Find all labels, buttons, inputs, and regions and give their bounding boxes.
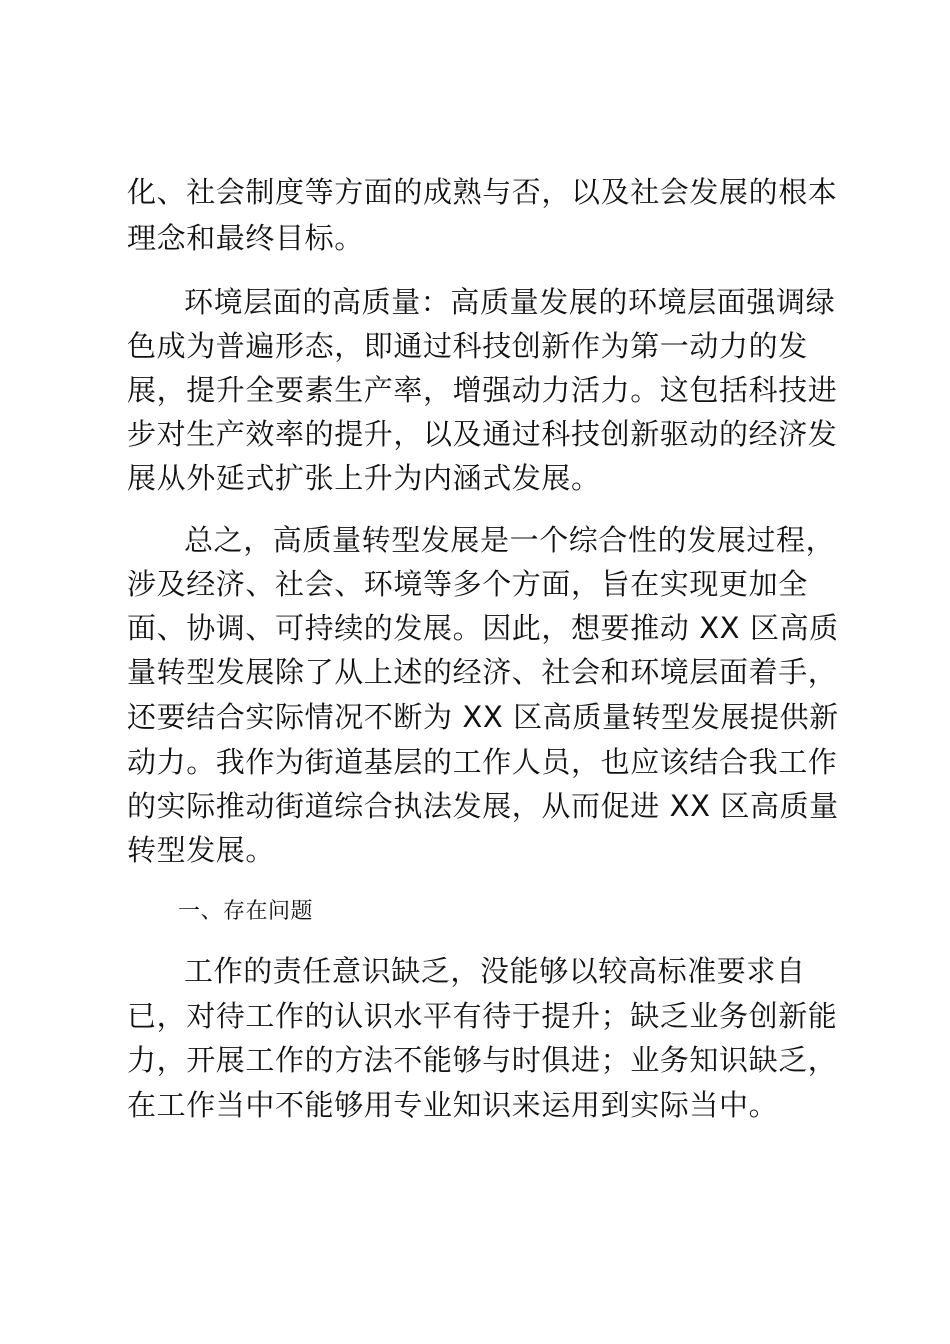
paragraph-3-line-1: 总之，高质量转型发展是一个综合性的发展过程，	[184, 523, 836, 557]
paragraph-4-line-3: 力，开展工作的方法不能够与时俱进；业务知识缺乏，	[127, 1043, 838, 1077]
paragraph-1-line-2: 理念和最终目标。	[127, 221, 364, 255]
paragraph-4-line-1: 工作的责任意识缺乏，没能够以较高标准要求自	[184, 954, 806, 988]
paragraph-1-line-1: 化、社会制度等方面的成熟与否，以及社会发展的根本	[127, 175, 838, 209]
paragraph-2-line-4: 步对生产效率的提升，以及通过科技创新驱动的经济发	[127, 417, 838, 451]
paragraph-2-line-5: 展从外延式扩张上升为内涵式发展。	[127, 461, 601, 495]
paragraph-2-line-3: 展，提升全要素生产率，增强动力活力。这包括科技进	[127, 373, 838, 407]
paragraph-4-line-2: 已，对待工作的认识水平有待于提升；缺乏业务创新能	[127, 999, 838, 1033]
paragraph-2-line-2: 色成为普遍形态，即通过科技创新作为第一动力的发	[127, 329, 808, 363]
paragraph-3-line-2: 涉及经济、社会、环境等多个方面，旨在实现更加全	[127, 567, 808, 601]
paragraph-3-line-3: 面、协调、可持续的发展。因此，想要推动 XX 区高质	[127, 611, 839, 645]
paragraph-3-line-5: 还要结合实际情况不断为 XX 区高质量转型发展提供新	[127, 700, 839, 734]
paragraph-3-line-6: 动力。我作为街道基层的工作人员，也应该结合我工作	[127, 745, 838, 779]
paragraph-4-line-4: 在工作当中不能够用专业知识来运用到实际当中。	[127, 1088, 779, 1122]
section-heading: 一、存在问题	[178, 899, 314, 924]
paragraph-2-line-1: 环境层面的高质量：高质量发展的环境层面强调绿	[184, 285, 836, 319]
paragraph-3-line-8: 转型发展。	[127, 833, 276, 867]
paragraph-3-line-7: 的实际推动街道综合执法发展，从而促进 XX 区高质量	[127, 789, 839, 823]
paragraph-3-line-4: 量转型发展除了从上述的经济、社会和环境层面着手，	[127, 655, 838, 689]
